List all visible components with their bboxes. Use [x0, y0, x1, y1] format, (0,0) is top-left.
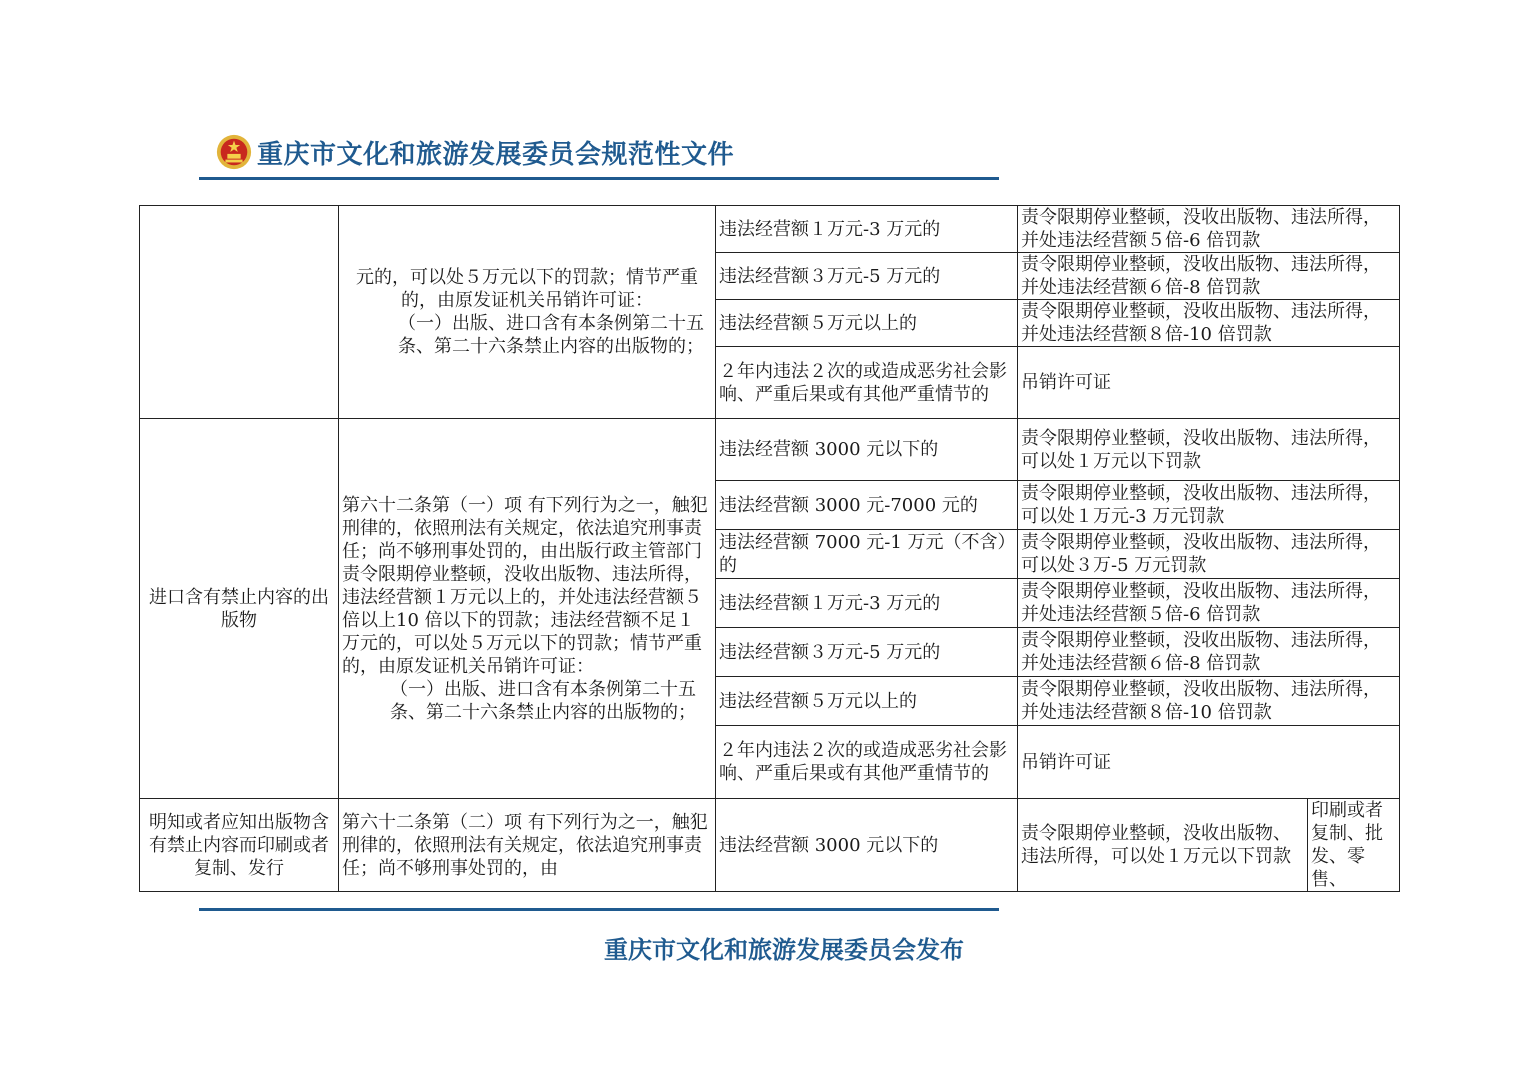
- circumstance-cell: 违法经营额 3000 元-7000 元的: [716, 481, 1018, 530]
- circumstance-cell: 违法经营额５万元以上的: [716, 300, 1018, 347]
- penalty-cell: 责令限期停业整顿，没收出版物、违法所得，并处违法经营额５倍-6 倍罚款: [1018, 579, 1400, 628]
- circumstance-cell: ２年内违法２次的或造成恶劣社会影响、严重后果或有其他严重情节的: [716, 726, 1018, 799]
- publisher-footer: 重庆市文化和旅游发展委员会发布: [604, 935, 964, 964]
- penalty-cell: 责令限期停业整顿，没收出版物、违法所得，可以处１万元以下罚款: [1018, 419, 1400, 481]
- penalty-cell: 责令限期停业整顿，没收出版物、违法所得，并处违法经营额５倍-6 倍罚款: [1018, 206, 1400, 253]
- circumstance-cell: 违法经营额３万元-5 万元的: [716, 628, 1018, 677]
- document-header: [215, 130, 734, 174]
- violation-cell: 进口含有禁止内容的出版物: [140, 419, 339, 799]
- violation-cell: [140, 206, 339, 419]
- national-emblem-icon: [215, 133, 253, 171]
- circumstance-cell: 违法经营额 7000 元-1 万元（不含）的: [716, 530, 1018, 579]
- legal-basis-text: 第六十二条第（一）项 有下列行为之一，触犯刑律的，依照刑法有关规定，依法追究刑事责任；尚不够刑事处罚的，由出版行政主管部门责令限期停业整顿，没收出版物、违法所得，违法经营额１万元以上的，并处违法经营额５倍以上10 倍以下的罚款；违法经营额不足１万元的，可以处５万元以下的罚款；情节严重的，由原发证机关吊销许可证：: [342, 494, 708, 677]
- penalty-cell: 责令限期停业整顿，没收出版物、违法所得，并处违法经营额８倍-10 倍罚款: [1018, 677, 1400, 726]
- document-title: 重庆市文化和旅游发展委员会规范性文件: [257, 139, 735, 170]
- circumstance-cell: 违法经营额１万元-3 万元的: [716, 579, 1018, 628]
- table-row: [140, 419, 1400, 481]
- penalty-cell: 责令限期停业整顿，没收出版物、违法所得，可以处１万元-3 万元罚款: [1018, 481, 1400, 530]
- circumstance-cell: 违法经营额３万元-5 万元的: [716, 253, 1018, 300]
- header-divider: [199, 177, 999, 180]
- circumstance-cell: ２年内违法２次的或造成恶劣社会影响、严重后果或有其他严重情节的: [716, 347, 1018, 419]
- legal-basis-text: 元的，可以处５万元以下的罚款；情节严重的，由原发证机关吊销许可证：: [356, 267, 698, 311]
- penalty-cell: 吊销许可证: [1018, 347, 1400, 419]
- penalty-table: [139, 205, 1400, 892]
- table-row: [140, 799, 1400, 892]
- circumstance-cell: 违法经营额５万元以上的: [716, 677, 1018, 726]
- violation-cell: 明知或者应知出版物含有禁止内容而印刷或者复制、发行: [140, 799, 339, 892]
- legal-basis-item: （一）出版、进口含有本条例第二十五条、第二十六条禁止内容的出版物的；: [390, 678, 696, 723]
- penalty-cell: 吊销许可证: [1018, 726, 1400, 799]
- legal-basis-item: （一）出版、进口含有本条例第二十五条、第二十六条禁止内容的出版物的；: [398, 313, 704, 357]
- penalty-cell: 责令限期停业整顿，没收出版物、违法所得，并处违法经营额８倍-10 倍罚款: [1018, 300, 1400, 347]
- circumstance-cell: 违法经营额 3000 元以下的: [716, 419, 1018, 481]
- table-row: [140, 206, 1400, 253]
- footer-divider: [199, 908, 999, 911]
- note-cell: 印刷或者复制、批发、零售、: [1308, 799, 1400, 892]
- penalty-cell: 责令限期停业整顿，没收出版物、违法所得，并处违法经营额６倍-8 倍罚款: [1018, 253, 1400, 300]
- circumstance-cell: 违法经营额 3000 元以下的: [716, 799, 1018, 892]
- penalty-cell: 责令限期停业整顿，没收出版物、违法所得，并处违法经营额６倍-8 倍罚款: [1018, 628, 1400, 677]
- legal-basis-cell: 第六十二条第（二）项 有下列行为之一，触犯刑律的，依照刑法有关规定，依法追究刑事责任；尚不够刑事处罚的，由: [339, 799, 716, 892]
- circumstance-cell: 违法经营额１万元-3 万元的: [716, 206, 1018, 253]
- penalty-cell: 责令限期停业整顿，没收出版物、违法所得，可以处１万元以下罚款: [1018, 799, 1308, 892]
- penalty-cell: 责令限期停业整顿，没收出版物、违法所得，可以处３万-5 万元罚款: [1018, 530, 1400, 579]
- legal-basis-cell: [339, 419, 716, 799]
- legal-basis-cell: [339, 206, 716, 419]
